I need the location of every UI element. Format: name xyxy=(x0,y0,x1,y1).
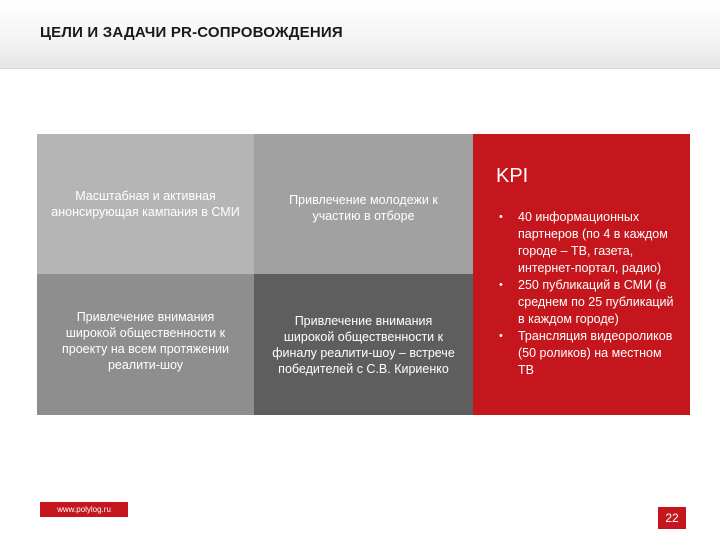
goal-cell-2 xyxy=(254,134,473,274)
goal-cell-1 xyxy=(37,134,254,274)
header-divider xyxy=(0,68,720,69)
kpi-item-text: Трансляция видеороликов (50 роликов) на местном ТВ xyxy=(518,329,673,377)
kpi-list xyxy=(499,209,679,379)
goal-cell-3 xyxy=(37,274,254,415)
goal-text: Привлечение молодежи к участию в отборе xyxy=(289,193,438,223)
bullet-icon: • xyxy=(499,211,503,223)
kpi-panel xyxy=(473,134,690,415)
goal-text: Привлечение внимания широкой общественности к финалу реалити-шоу – встрече победителей с С.В. Кириенко xyxy=(272,313,455,376)
goal-cell-4 xyxy=(254,274,473,415)
website-link[interactable]: www.polylog.ru xyxy=(40,502,128,517)
bullet-icon: • xyxy=(499,279,503,291)
page-number: 22 xyxy=(658,507,686,529)
kpi-item xyxy=(499,328,679,379)
slide-title: ЦЕЛИ И ЗАДАЧИ PR-СОПРОВОЖДЕНИЯ xyxy=(40,24,343,41)
bullet-icon: • xyxy=(499,330,503,342)
kpi-item xyxy=(499,277,679,328)
goal-text: Привлечение внимания широкой общественности к проекту на всем протяжении реалити-шоу xyxy=(62,309,229,372)
kpi-item xyxy=(499,209,679,277)
goal-text: Масштабная и активная анонсирующая кампания в СМИ xyxy=(51,189,240,219)
kpi-item-text: 40 информационных партнеров (по 4 в каждом городе – ТВ, газета, интернет-портал, радио) xyxy=(518,210,668,275)
kpi-item-text: 250 публикаций в СМИ (в среднем по 25 публикаций в каждом городе) xyxy=(518,278,674,326)
kpi-title: KPI xyxy=(496,165,529,187)
